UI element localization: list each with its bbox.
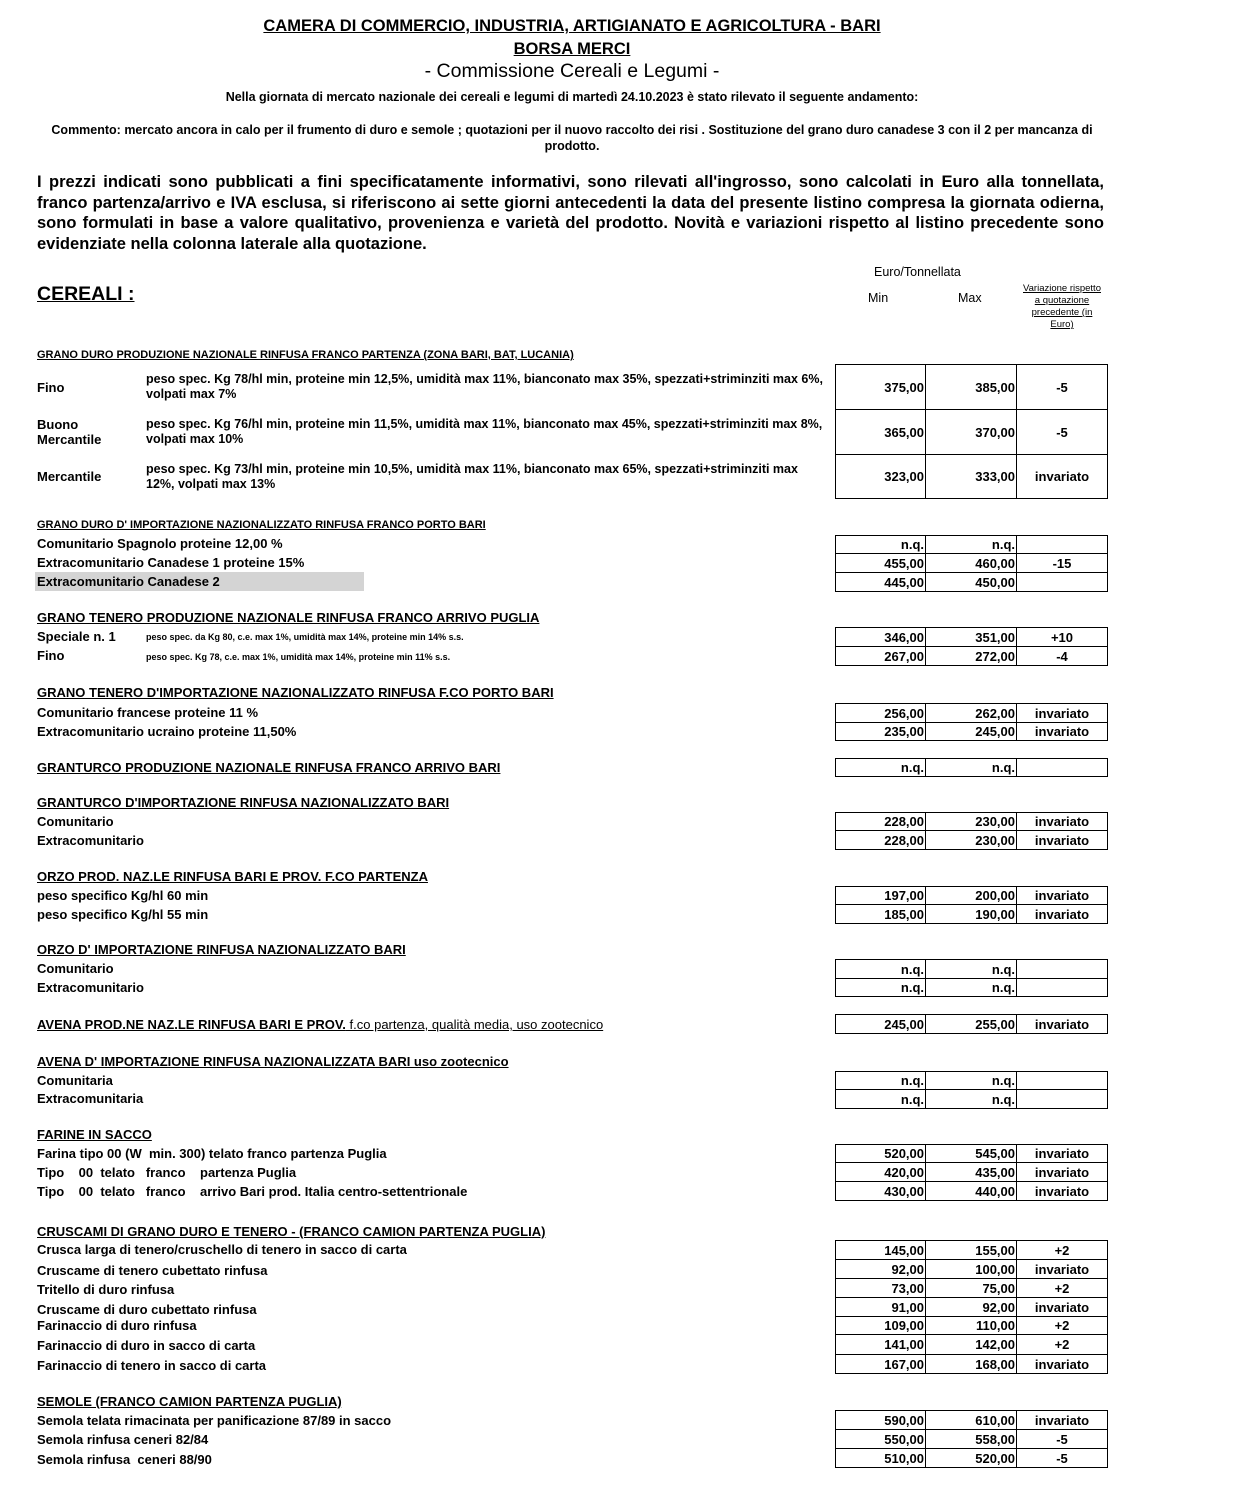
min-header: Min <box>868 291 889 305</box>
row-label: Cruscame di duro cubettato rinfusa <box>37 1302 257 1317</box>
price-variation: +2 <box>1016 1316 1108 1335</box>
section-granturco-imp: GRANTURCO D'IMPORTAZIONE RINFUSA NAZIONALIZZATO BARI <box>37 795 450 810</box>
price-max: 100,00 <box>925 1259 1017 1279</box>
price-max: 520,00 <box>925 1448 1017 1468</box>
section-avena-imp: AVENA D' IMPORTAZIONE RINFUSA NAZIONALIZZATA BARI uso zootecnico <box>37 1054 509 1069</box>
price-min: 185,00 <box>835 904 926 924</box>
price-max: 230,00 <box>925 830 1017 850</box>
price-max: n.q. <box>925 535 1017 554</box>
price-variation: invariato <box>1016 454 1108 499</box>
price-max: 110,00 <box>925 1316 1017 1335</box>
price-min: 228,00 <box>835 830 926 850</box>
price-variation <box>1016 758 1108 777</box>
price-max: 351,00 <box>925 627 1017 647</box>
row-label: Farinaccio di tenero in sacco di carta <box>37 1358 267 1373</box>
row-label: Semola rinfusa ceneri 82/84 <box>37 1432 209 1447</box>
price-max: 200,00 <box>925 886 1017 905</box>
row-label: Comunitario Spagnolo proteine 12,00 % <box>37 536 283 551</box>
price-max: 440,00 <box>925 1181 1017 1201</box>
row-label: Tritello di duro rinfusa <box>37 1282 175 1297</box>
price-variation: +2 <box>1016 1278 1108 1298</box>
price-variation <box>1016 978 1108 997</box>
section-granturco-naz: GRANTURCO PRODUZIONE NAZIONALE RINFUSA FRANCO ARRIVO BARI <box>37 760 501 775</box>
price-max: 255,00 <box>925 1014 1017 1034</box>
price-max: 333,00 <box>925 454 1017 499</box>
price-variation: invariato <box>1016 1410 1108 1430</box>
variation-header: Variazione rispetto a quotazione precedente (in Euro) <box>1023 283 1101 330</box>
section-avena-naz-title: AVENA PROD.NE NAZ.LE RINFUSA BARI E PROV. <box>37 1017 346 1032</box>
price-max: 168,00 <box>925 1354 1017 1374</box>
price-min: 109,00 <box>835 1316 926 1335</box>
section-avena-naz-tail: f.co partenza, qualità media, uso zootecnico <box>345 1017 604 1032</box>
price-variation: -5 <box>1016 1448 1108 1468</box>
price-min: 73,00 <box>835 1278 926 1298</box>
row-label: Fino <box>37 380 65 395</box>
row-label: Tipo 00 telato franco arrivo Bari prod. Italia centro-settentrionale <box>37 1184 468 1199</box>
price-max: 245,00 <box>925 722 1017 741</box>
price-variation: invariato <box>1016 830 1108 850</box>
row-label: Mercantile <box>37 469 102 484</box>
row-label: Semola telata rimacinata per panificazione 87/89 in sacco <box>37 1413 392 1428</box>
price-min: 145,00 <box>835 1240 926 1260</box>
price-min: n.q. <box>835 758 926 777</box>
row-label: Semola rinfusa ceneri 88/90 <box>37 1452 212 1467</box>
price-min: n.q. <box>835 535 926 554</box>
section-farine: FARINE IN SACCO <box>37 1127 152 1142</box>
price-variation: invariato <box>1016 1297 1108 1317</box>
price-max: 545,00 <box>925 1144 1017 1163</box>
price-variation: -4 <box>1016 646 1108 666</box>
price-min: 323,00 <box>835 454 926 499</box>
price-max: 385,00 <box>925 364 1017 410</box>
row-label: Comunitaria <box>37 1073 113 1088</box>
price-max: n.q. <box>925 978 1017 997</box>
price-variation: invariato <box>1016 1014 1108 1034</box>
price-variation: invariato <box>1016 703 1108 723</box>
price-variation <box>1016 1071 1108 1090</box>
row-description: peso spec. da Kg 80, c.e. max 1%, umidità max 14%, proteine min 14% s.s. <box>146 632 464 642</box>
price-variation <box>1016 572 1108 592</box>
price-max: 190,00 <box>925 904 1017 924</box>
commission-title: - Commissione Cereali e Legumi - <box>424 60 720 82</box>
price-min: 420,00 <box>835 1162 926 1182</box>
price-variation: invariato <box>1016 1162 1108 1182</box>
price-variation: invariato <box>1016 722 1108 741</box>
price-min: n.q. <box>835 1071 926 1090</box>
price-min: 375,00 <box>835 364 926 410</box>
price-min: 455,00 <box>835 553 926 573</box>
price-min: 510,00 <box>835 1448 926 1468</box>
row-label: Buono Mercantile <box>37 417 102 447</box>
price-variation: invariato <box>1016 1354 1108 1374</box>
cereali-title: CEREALI : <box>37 283 135 305</box>
price-min: 141,00 <box>835 1334 926 1355</box>
row-label: Extracomunitario ucraino proteine 11,50% <box>37 724 297 739</box>
price-min: n.q. <box>835 978 926 997</box>
price-min: 245,00 <box>835 1014 926 1034</box>
price-max: 262,00 <box>925 703 1017 723</box>
row-label: Extracomunitario <box>37 980 144 995</box>
unit-header: Euro/Tonnellata <box>874 265 961 279</box>
price-min: 445,00 <box>835 572 926 592</box>
row-label: Comunitario francese proteine 11 % <box>37 705 259 720</box>
price-variation: invariato <box>1016 886 1108 905</box>
price-max: 450,00 <box>925 572 1017 592</box>
price-min: 365,00 <box>835 409 926 455</box>
price-min: 235,00 <box>835 722 926 741</box>
row-label: Farinaccio di duro in sacco di carta <box>37 1338 256 1353</box>
price-min: 550,00 <box>835 1429 926 1449</box>
price-variation: +2 <box>1016 1334 1108 1355</box>
price-max: 370,00 <box>925 409 1017 455</box>
row-description: peso spec. Kg 78, c.e. max 1%, umidità max 14%, proteine min 11% s.s. <box>146 652 451 662</box>
market-intro: Nella giornata di mercato nazionale dei cereali e legumi di martedì 24.10.2023 è stato rilevato il seguente andamento: <box>225 90 919 104</box>
price-variation: invariato <box>1016 1181 1108 1201</box>
row-label: Cruscame di tenero cubettato rinfusa <box>37 1263 268 1278</box>
price-min: 590,00 <box>835 1410 926 1430</box>
price-max: 435,00 <box>925 1162 1017 1182</box>
price-min: 256,00 <box>835 703 926 723</box>
price-variation: invariato <box>1016 904 1108 924</box>
row-label: Extracomunitario <box>37 833 144 848</box>
section-orzo-imp: ORZO D' IMPORTAZIONE RINFUSA NAZIONALIZZATO BARI <box>37 942 406 957</box>
row-label: Extracomunitario Canadese 1 proteine 15% <box>37 555 305 570</box>
price-disclaimer: I prezzi indicati sono pubblicati a fini specificatamente informativi, sono rilevati all'ingrosso, sono calcolati in Euro alla tonnellata, franco partenza/arrivo e IVA esclusa, si riferiscono ai sette giorni antecedenti la data del presente listino compresa la giornata odierna, sono formulati in base a valore qualitativo, provenienza e varietà del prodotto. Novità e variazioni rispetto al listino precedente sono evidenziate nella colonna laterale alla quotazione. <box>37 173 1104 253</box>
row-label: Comunitario <box>37 814 114 829</box>
price-max: 75,00 <box>925 1278 1017 1298</box>
borsa-merci-title: BORSA MERCI <box>513 40 631 58</box>
price-max: 272,00 <box>925 646 1017 666</box>
row-label: peso specifico Kg/hl 55 min <box>37 907 209 922</box>
price-max: n.q. <box>925 1089 1017 1109</box>
row-label: Tipo 00 telato franco partenza Puglia <box>37 1165 297 1180</box>
price-max: 142,00 <box>925 1334 1017 1355</box>
price-min: 430,00 <box>835 1181 926 1201</box>
chamber-title: CAMERA DI COMMERCIO, INDUSTRIA, ARTIGIANATO E AGRICOLTURA - BARI <box>263 17 881 35</box>
price-max: 558,00 <box>925 1429 1017 1449</box>
row-label: Comunitario <box>37 961 114 976</box>
max-header: Max <box>958 291 982 305</box>
row-label: Farina tipo 00 (W min. 300) telato franco partenza Puglia <box>37 1146 387 1161</box>
price-max: n.q. <box>925 758 1017 777</box>
row-label: Speciale n. 1 <box>37 629 116 644</box>
row-description: peso spec. Kg 73/hl min, proteine min 10,5%, umidità max 11%, bianconato max 65%, spezzati+striminziti max 12%, volpati max 13% <box>146 462 798 491</box>
price-min: 346,00 <box>835 627 926 647</box>
section-grano-tenero-naz: GRANO TENERO PRODUZIONE NAZIONALE RINFUSA FRANCO ARRIVO PUGLIA <box>37 610 540 625</box>
price-max: 155,00 <box>925 1240 1017 1260</box>
price-min: 167,00 <box>835 1354 926 1374</box>
section-cruscami: CRUSCAMI DI GRANO DURO E TENERO - (FRANCO CAMION PARTENZA PUGLIA) <box>37 1224 546 1239</box>
price-min: 91,00 <box>835 1297 926 1317</box>
section-grano-duro-imp: GRANO DURO D' IMPORTAZIONE NAZIONALIZZATO RINFUSA FRANCO PORTO BARI <box>37 519 486 531</box>
price-variation: -5 <box>1016 364 1108 410</box>
price-min: 197,00 <box>835 886 926 905</box>
price-variation: -15 <box>1016 553 1108 573</box>
price-max: 460,00 <box>925 553 1017 573</box>
section-grano-tenero-imp: GRANO TENERO D'IMPORTAZIONE NAZIONALIZZATO RINFUSA F.CO PORTO BARI <box>37 685 554 700</box>
price-variation: invariato <box>1016 812 1108 831</box>
price-variation <box>1016 1089 1108 1109</box>
price-min: 520,00 <box>835 1144 926 1163</box>
price-max: 230,00 <box>925 812 1017 831</box>
section-grano-duro-naz: GRANO DURO PRODUZIONE NAZIONALE RINFUSA FRANCO PARTENZA (ZONA BARI, BAT, LUCANIA) <box>37 349 574 361</box>
market-comment: Commento: mercato ancora in calo per il frumento di duro e semole ; quotazioni per il nuovo raccolto dei risi . Sostituzione del grano duro canadese 3 con il 2 per mancanza di prodotto. <box>51 123 1093 153</box>
price-variation: +10 <box>1016 627 1108 647</box>
price-variation: invariato <box>1016 1259 1108 1279</box>
row-label: Farinaccio di duro rinfusa <box>37 1318 197 1333</box>
price-max: 92,00 <box>925 1297 1017 1317</box>
price-min: 267,00 <box>835 646 926 666</box>
price-max: n.q. <box>925 959 1017 979</box>
section-avena-naz <box>37 1017 603 1032</box>
row-label-highlighted: Extracomunitario Canadese 2 <box>35 572 364 591</box>
price-min: 92,00 <box>835 1259 926 1279</box>
row-label: Extracomunitaria <box>37 1091 144 1106</box>
row-description: peso spec. Kg 78/hl min, proteine min 12,5%, umidità max 11%, bianconato max 35%, spezzati+striminziti max 6%, volpati max 7% <box>146 372 823 401</box>
price-max: n.q. <box>925 1071 1017 1090</box>
price-variation <box>1016 959 1108 979</box>
row-label: peso specifico Kg/hl 60 min <box>37 888 209 903</box>
price-min: 228,00 <box>835 812 926 831</box>
price-min: n.q. <box>835 1089 926 1109</box>
price-variation: +2 <box>1016 1240 1108 1260</box>
row-description: peso spec. Kg 76/hl min, proteine min 11,5%, umidità max 11%, bianconato max 45%, spezzati+striminziti max 8%, volpati max 10% <box>146 417 823 446</box>
section-semole: SEMOLE (FRANCO CAMION PARTENZA PUGLIA) <box>37 1394 342 1409</box>
price-max: 610,00 <box>925 1410 1017 1430</box>
price-variation: -5 <box>1016 409 1108 455</box>
price-variation: -5 <box>1016 1429 1108 1449</box>
section-orzo-naz: ORZO PROD. NAZ.LE RINFUSA BARI E PROV. F.CO PARTENZA <box>37 869 428 884</box>
price-variation <box>1016 535 1108 554</box>
row-label: Fino <box>37 648 65 663</box>
row-label: Crusca larga di tenero/cruschello di tenero in sacco di carta <box>37 1242 407 1257</box>
price-min: n.q. <box>835 959 926 979</box>
price-variation: invariato <box>1016 1144 1108 1163</box>
